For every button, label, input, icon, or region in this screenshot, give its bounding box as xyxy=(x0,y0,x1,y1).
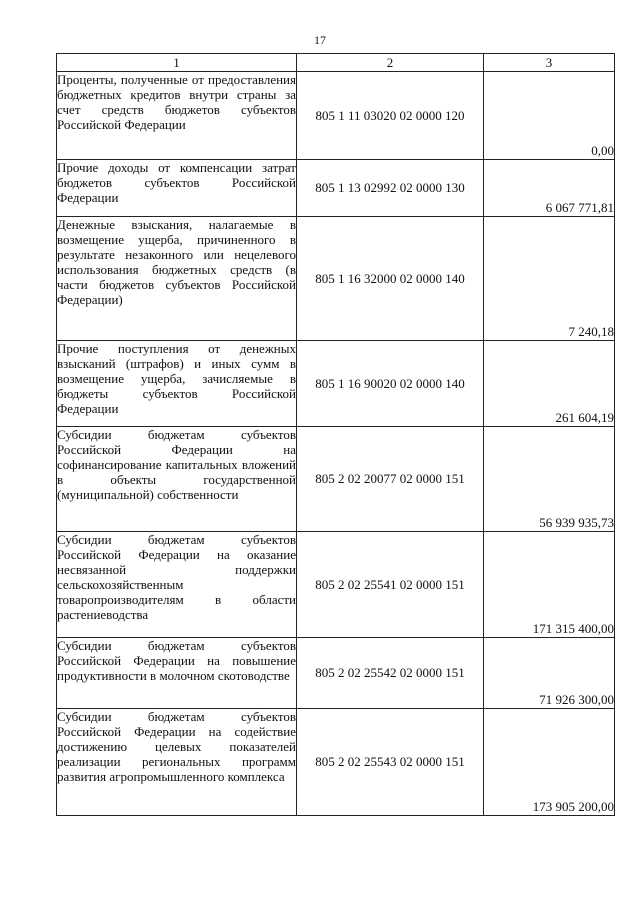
table-row xyxy=(57,709,615,816)
row-code: 805 1 13 02992 02 0000 130 xyxy=(297,160,484,217)
table-row xyxy=(57,427,615,532)
header-col-1: 1 xyxy=(57,54,297,72)
table-row xyxy=(57,341,615,427)
table-row xyxy=(57,217,615,341)
row-description: Проценты, полученные от предоставления бюджетных кредитов внутри страны за счет средств бюджетов субъектов Российской Федерации xyxy=(57,72,297,160)
row-code: 805 2 02 25541 02 0000 151 xyxy=(297,532,484,638)
page-number: 17 xyxy=(314,33,326,47)
row-amount: 171 315 400,00 xyxy=(484,532,615,638)
row-code: 805 2 02 20077 02 0000 151 xyxy=(297,427,484,532)
row-amount: 173 905 200,00 xyxy=(484,709,615,816)
table-row xyxy=(57,532,615,638)
row-amount: 0,00 xyxy=(484,72,615,160)
row-description: Субсидии бюджетам субъектов Российской Федерации на повышение продуктивности в молочном скотоводстве xyxy=(57,638,297,709)
table-row xyxy=(57,638,615,709)
budget-revenue-table xyxy=(56,53,615,816)
row-amount: 56 939 935,73 xyxy=(484,427,615,532)
row-description: Прочие доходы от компенсации затрат бюджетов субъектов Российской Федерации xyxy=(57,160,297,217)
row-code: 805 2 02 25542 02 0000 151 xyxy=(297,638,484,709)
row-code: 805 1 16 32000 02 0000 140 xyxy=(297,217,484,341)
row-code: 805 2 02 25543 02 0000 151 xyxy=(297,709,484,816)
row-code: 805 1 16 90020 02 0000 140 xyxy=(297,341,484,427)
row-code: 805 1 11 03020 02 0000 120 xyxy=(297,72,484,160)
row-description: Субсидии бюджетам субъектов Российской Федерации на оказание несвязанной поддержки сельскохозяйственным товаропроизводителям в области растениеводства xyxy=(57,532,297,638)
table-row xyxy=(57,72,615,160)
table-header-row xyxy=(57,54,615,72)
row-amount: 7 240,18 xyxy=(484,217,615,341)
row-amount: 261 604,19 xyxy=(484,341,615,427)
row-description: Прочие поступления от денежных взысканий (штрафов) и иных сумм в возмещение ущерба, зачисляемые в бюджеты субъектов Российской Федерации xyxy=(57,341,297,427)
row-description: Субсидии бюджетам субъектов Российской Федерации на софинансирование капитальных вложений в объекты государственной (муниципальной) собственности xyxy=(57,427,297,532)
row-amount: 6 067 771,81 xyxy=(484,160,615,217)
row-description: Денежные взыскания, налагаемые в возмещение ущерба, причиненного в результате незаконного или нецелевого использования бюджетных средств (в части бюджетов субъектов Российской Федерации) xyxy=(57,217,297,341)
header-col-2: 2 xyxy=(297,54,484,72)
table-row xyxy=(57,160,615,217)
header-col-3: 3 xyxy=(484,54,615,72)
row-description: Субсидии бюджетам субъектов Российской Федерации на содействие достижению целевых показателей реализации региональных программ развития агропромышленного комплекса xyxy=(57,709,297,816)
row-amount: 71 926 300,00 xyxy=(484,638,615,709)
